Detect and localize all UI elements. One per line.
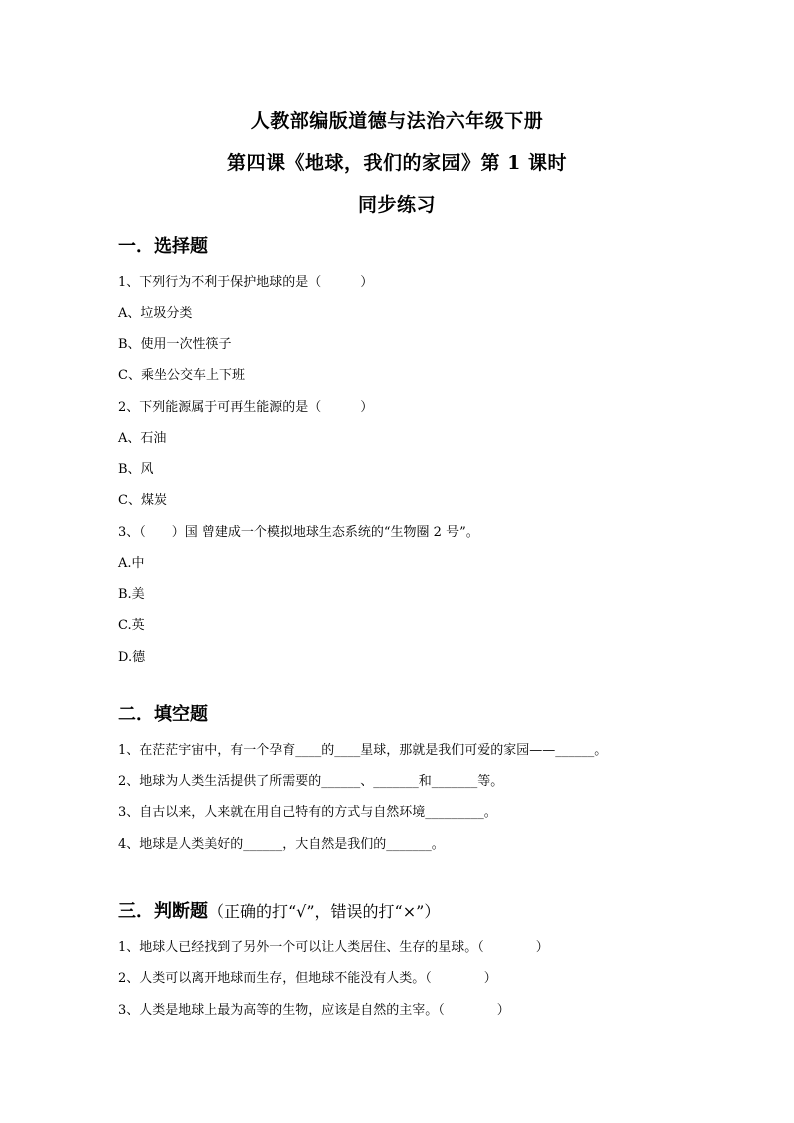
question-line: 1、下列行为不利于保护地球的是（ ） bbox=[118, 275, 374, 290]
option-line: A、石油 bbox=[118, 431, 167, 446]
question-line: 3、（ ）国 曾建成一个模拟地球生态系统的“生物圈 2 号”。 bbox=[118, 525, 479, 540]
option-line: D.德 bbox=[118, 650, 146, 665]
question-line: 1、在茫茫宇宙中，有一个孕育____的____星球，那就是我们可爱的家园——______。 bbox=[118, 743, 608, 758]
title-textbook: 人教部编版道德与法治六年级下册 bbox=[250, 110, 544, 132]
option-line: C.英 bbox=[118, 618, 145, 633]
section-heading-true-false bbox=[118, 897, 440, 923]
option-line: B.美 bbox=[118, 587, 145, 602]
section-heading-choice: 一．选择题 bbox=[118, 236, 208, 257]
option-line: B、风 bbox=[118, 462, 154, 477]
title-practice: 同步练习 bbox=[357, 194, 436, 216]
question-line: 1、地球人已经找到了另外一个可以让人类居住、生存的星球。（ ） bbox=[118, 940, 549, 955]
section-heading-label: 三．判断题 bbox=[118, 901, 208, 922]
option-line: B、使用一次性筷子 bbox=[118, 337, 232, 352]
option-line: A、垃圾分类 bbox=[118, 306, 193, 321]
question-line: 2、人类可以离开地球而生存，但地球不能没有人类。（ ） bbox=[118, 971, 497, 986]
question-line: 2、下列能源属于可再生能源的是（ ） bbox=[118, 400, 374, 415]
question-line: 3、自古以来，人来就在用自己特有的方式与自然环境_________。 bbox=[118, 805, 497, 820]
question-line: 4、地球是人类美好的______，大自然是我们的_______。 bbox=[118, 837, 445, 852]
option-line: C、乘坐公交车上下班 bbox=[118, 368, 245, 383]
question-line: 2、地球为人类生活提供了所需要的______、_______和_______等。 bbox=[118, 774, 504, 789]
title-lesson: 第四课《地球，我们的家园》第 1 课时 bbox=[227, 152, 567, 174]
section-heading-fill-blank: 二．填空题 bbox=[118, 704, 208, 725]
section-heading-note: （正确的打“√”，错误的打“×”） bbox=[208, 902, 441, 921]
option-line: C、煤炭 bbox=[118, 493, 167, 508]
question-line: 3、人类是地球上最为高等的生物，应该是自然的主宰。（ ） bbox=[118, 1003, 510, 1018]
option-line: A.中 bbox=[118, 556, 145, 571]
